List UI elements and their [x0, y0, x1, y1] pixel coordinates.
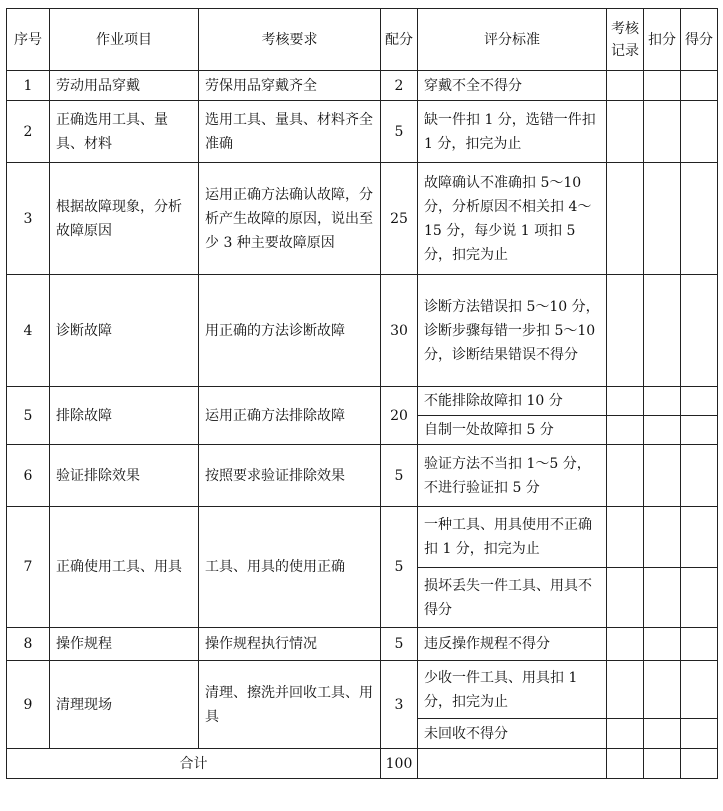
- row-criteria: 未回收不得分: [418, 719, 607, 749]
- row-requirement: 运用正确方法确认故障，分析产生故障的原因，说出至少 3 种主要故障原因: [199, 163, 381, 275]
- row-criteria: 缺一件扣 1 分，选错一件扣 1 分，扣完为止: [418, 101, 607, 163]
- assessment-table: [6, 8, 718, 779]
- got-cell[interactable]: [681, 71, 718, 101]
- got-cell[interactable]: [681, 749, 718, 779]
- row-criteria: 违反操作规程不得分: [418, 628, 607, 661]
- row-requirement: 选用工具、量具、材料齐全准确: [199, 101, 381, 163]
- row-score: 3: [381, 661, 418, 749]
- row-criteria: 一种工具、用具使用不正确扣 1 分，扣完为止: [418, 507, 607, 568]
- total-row: [7, 749, 718, 779]
- header-record: 考核 记录: [607, 9, 644, 71]
- header-deduction: 扣分: [644, 9, 681, 71]
- table-row: [7, 387, 718, 416]
- table-row: [7, 163, 718, 275]
- record-cell[interactable]: [607, 416, 644, 445]
- row-criteria: 验证方法不当扣 1～5 分，不进行验证扣 5 分: [418, 445, 607, 507]
- header-got: 得分: [681, 9, 718, 71]
- row-criteria: 不能排除故障扣 10 分: [418, 387, 607, 416]
- record-cell[interactable]: [607, 507, 644, 568]
- row-requirement: 工具、用具的使用正确: [199, 507, 381, 628]
- header-requirement: 考核要求: [199, 9, 381, 71]
- header-criteria: 评分标准: [418, 9, 607, 71]
- row-criteria: 损坏丢失一件工具、用具不得分: [418, 568, 607, 628]
- row-score: 5: [381, 101, 418, 163]
- got-cell[interactable]: [681, 275, 718, 387]
- row-requirement: 用正确的方法诊断故障: [199, 275, 381, 387]
- row-no: 4: [7, 275, 50, 387]
- record-cell[interactable]: [607, 101, 644, 163]
- got-cell[interactable]: [681, 628, 718, 661]
- deduction-cell[interactable]: [644, 275, 681, 387]
- row-no: 9: [7, 661, 50, 749]
- got-cell[interactable]: [681, 416, 718, 445]
- got-cell[interactable]: [681, 568, 718, 628]
- row-criteria: 少收一件工具、用具扣 1 分，扣完为止: [418, 661, 607, 719]
- deduction-cell[interactable]: [644, 568, 681, 628]
- record-cell[interactable]: [607, 719, 644, 749]
- got-cell[interactable]: [681, 101, 718, 163]
- row-requirement: 运用正确方法排除故障: [199, 387, 381, 445]
- row-item: 正确选用工具、量具、材料: [50, 101, 199, 163]
- record-cell[interactable]: [607, 163, 644, 275]
- header-item: 作业项目: [50, 9, 199, 71]
- row-item: 诊断故障: [50, 275, 199, 387]
- got-cell[interactable]: [681, 507, 718, 568]
- deduction-cell[interactable]: [644, 628, 681, 661]
- record-cell[interactable]: [607, 387, 644, 416]
- row-requirement: 操作规程执行情况: [199, 628, 381, 661]
- row-score: 5: [381, 507, 418, 628]
- row-item: 正确使用工具、用具: [50, 507, 199, 628]
- header-no: 序号: [7, 9, 50, 71]
- row-score: 20: [381, 387, 418, 445]
- deduction-cell[interactable]: [644, 507, 681, 568]
- row-item: 操作规程: [50, 628, 199, 661]
- deduction-cell[interactable]: [644, 101, 681, 163]
- row-no: 5: [7, 387, 50, 445]
- got-cell[interactable]: [681, 387, 718, 416]
- total-label: 合计: [7, 749, 381, 779]
- table-row: [7, 101, 718, 163]
- table-row: [7, 275, 718, 387]
- deduction-cell[interactable]: [644, 387, 681, 416]
- row-score: 5: [381, 445, 418, 507]
- got-cell[interactable]: [681, 445, 718, 507]
- got-cell[interactable]: [681, 661, 718, 719]
- row-item: 验证排除效果: [50, 445, 199, 507]
- deduction-cell[interactable]: [644, 163, 681, 275]
- row-criteria: 自制一处故障扣 5 分: [418, 416, 607, 445]
- row-criteria: 故障确认不准确扣 5～10 分，分析原因不相关扣 4～15 分，每少说 1 项扣 5 分，扣完为止: [418, 163, 607, 275]
- record-cell[interactable]: [607, 661, 644, 719]
- row-no: 8: [7, 628, 50, 661]
- row-item: 劳动用品穿戴: [50, 71, 199, 101]
- row-criteria: 穿戴不全不得分: [418, 71, 607, 101]
- table-row: [7, 445, 718, 507]
- deduction-cell[interactable]: [644, 661, 681, 719]
- row-no: 3: [7, 163, 50, 275]
- row-score: 2: [381, 71, 418, 101]
- row-item: 清理现场: [50, 661, 199, 749]
- record-cell[interactable]: [607, 568, 644, 628]
- header-score: 配分: [381, 9, 418, 71]
- row-no: 1: [7, 71, 50, 101]
- table-row: [7, 71, 718, 101]
- table-row: [7, 661, 718, 719]
- deduction-cell[interactable]: [644, 416, 681, 445]
- row-no: 6: [7, 445, 50, 507]
- deduction-cell[interactable]: [644, 749, 681, 779]
- got-cell[interactable]: [681, 719, 718, 749]
- row-item: 根据故障现象，分析故障原因: [50, 163, 199, 275]
- row-criteria: 诊断方法错误扣 5～10 分，诊断步骤每错一步扣 5～10 分，诊断结果错误不得分: [418, 275, 607, 387]
- header-row: [7, 9, 718, 71]
- got-cell[interactable]: [681, 163, 718, 275]
- table-row: [7, 507, 718, 568]
- row-requirement: 劳保用品穿戴齐全: [199, 71, 381, 101]
- row-no: 7: [7, 507, 50, 628]
- row-requirement: 清理、擦洗并回收工具、用具: [199, 661, 381, 749]
- total-criteria-cell: [418, 749, 607, 779]
- row-score: 5: [381, 628, 418, 661]
- row-item: 排除故障: [50, 387, 199, 445]
- record-cell[interactable]: [607, 445, 644, 507]
- record-cell[interactable]: [607, 628, 644, 661]
- deduction-cell[interactable]: [644, 719, 681, 749]
- total-score: 100: [381, 749, 418, 779]
- record-cell[interactable]: [607, 275, 644, 387]
- row-no: 2: [7, 101, 50, 163]
- row-requirement: 按照要求验证排除效果: [199, 445, 381, 507]
- record-cell[interactable]: [607, 749, 644, 779]
- row-score: 30: [381, 275, 418, 387]
- table-row: [7, 628, 718, 661]
- record-cell[interactable]: [607, 71, 644, 101]
- row-score: 25: [381, 163, 418, 275]
- deduction-cell[interactable]: [644, 445, 681, 507]
- deduction-cell[interactable]: [644, 71, 681, 101]
